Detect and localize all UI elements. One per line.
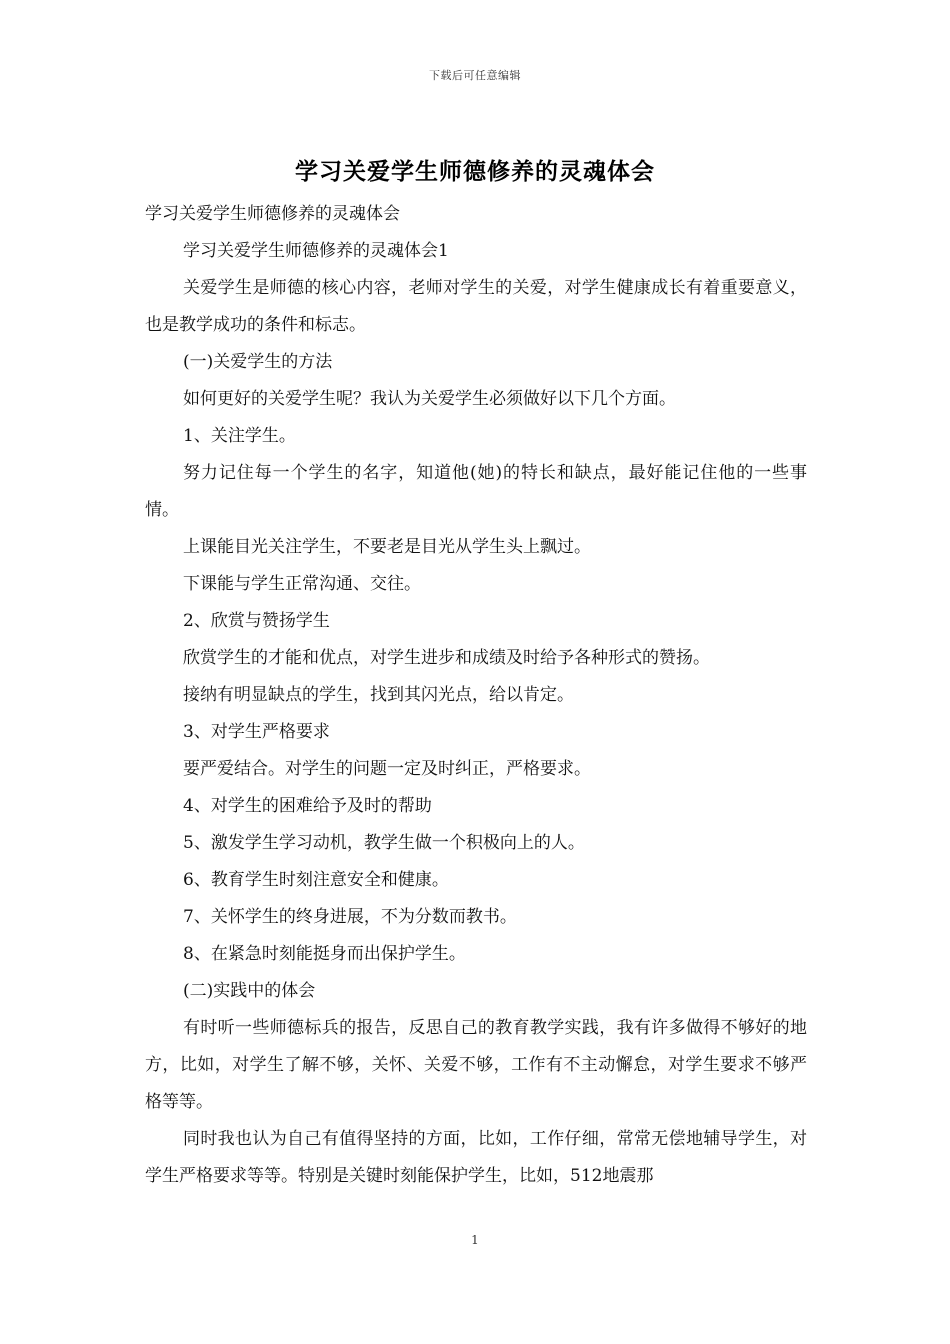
document-body bbox=[145, 196, 807, 1195]
list-item-heading: 4、对学生的困难给予及时的帮助 bbox=[183, 796, 432, 816]
list-item-heading: 8、在紧急时刻能挺身而出保护学生。 bbox=[183, 944, 466, 964]
list-item-heading: 3、对学生严格要求 bbox=[183, 722, 330, 742]
page-number: 1 bbox=[471, 1233, 479, 1247]
paragraph: 接纳有明显缺点的学生，找到其闪光点，给以肯定。 bbox=[183, 685, 574, 705]
paragraph: 有时听一些师德标兵的报告，反思自己的教育教学实践，我有许多做得不够好的地方，比如，对学生了解不够，关怀、关爱不够，工作有不主动懈怠，对学生要求不够严格等等。 bbox=[145, 1018, 807, 1112]
paragraph: 努力记住每一个学生的名字，知道他(她)的特长和缺点，最好能记住他的一些事情。 bbox=[145, 463, 807, 520]
document-title: 学习关爱学生师德修养的灵魂体会 bbox=[295, 158, 655, 185]
paragraph: 如何更好的关爱学生呢？我认为关爱学生必须做好以下几个方面。 bbox=[183, 389, 676, 409]
page-header: 下载后可任意编辑 bbox=[429, 69, 521, 82]
paragraph: 学习关爱学生师德修养的灵魂体会 bbox=[145, 204, 400, 224]
paragraph: 欣赏学生的才能和优点，对学生进步和成绩及时给予各种形式的赞扬。 bbox=[183, 648, 710, 668]
list-item-heading: 5、激发学生学习动机，教学生做一个积极向上的人。 bbox=[183, 833, 585, 853]
list-item-heading: 2、欣赏与赞扬学生 bbox=[183, 611, 330, 631]
paragraph: 学习关爱学生师德修养的灵魂体会1 bbox=[183, 241, 449, 261]
list-item-heading: 7、关怀学生的终身进展，不为分数而教书。 bbox=[183, 907, 517, 927]
paragraph: 上课能目光关注学生，不要老是目光从学生头上飘过。 bbox=[183, 537, 591, 557]
paragraph: 同时我也认为自己有值得坚持的方面，比如，工作仔细，常常无偿地辅导学生，对学生严格要求等等。特别是关键时刻能保护学生，比如，512地震那 bbox=[145, 1129, 807, 1186]
list-item-heading: 1、关注学生。 bbox=[183, 426, 296, 446]
paragraph: 下课能与学生正常沟通、交往。 bbox=[183, 574, 421, 594]
list-item-heading: 6、教育学生时刻注意安全和健康。 bbox=[183, 870, 449, 890]
paragraph: 关爱学生是师德的核心内容，老师对学生的关爱，对学生健康成长有着重要意义，也是教学成功的条件和标志。 bbox=[145, 278, 807, 335]
section-heading: (一)关爱学生的方法 bbox=[183, 352, 333, 372]
paragraph: 要严爱结合。对学生的问题一定及时纠正，严格要求。 bbox=[183, 759, 591, 779]
section-heading: (二)实践中的体会 bbox=[183, 981, 316, 1001]
